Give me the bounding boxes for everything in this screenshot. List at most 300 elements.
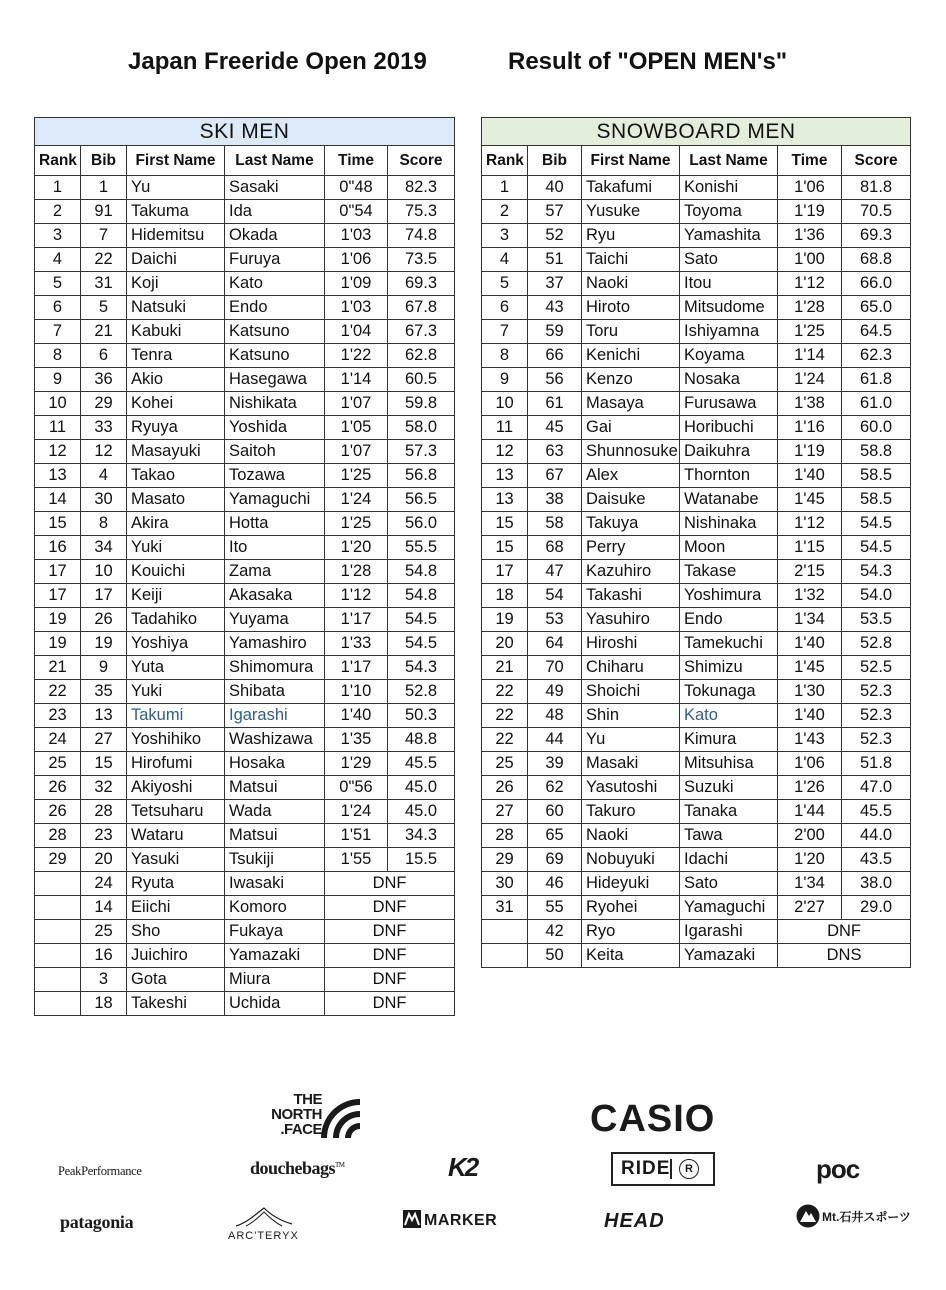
ski-time-cell: 1'04	[325, 320, 388, 344]
ski-rank-cell: 25	[35, 752, 81, 776]
ski-time-cell: 1'12	[325, 584, 388, 608]
table-row	[482, 416, 911, 440]
ski-last-name-cell: Matsui	[225, 824, 325, 848]
k2-logo: K2	[448, 1152, 478, 1182]
snowboard-time-cell: 1'43	[778, 728, 842, 752]
ski-time-cell: 1'22	[325, 344, 388, 368]
snowboard-last-name-cell: Tamekuchi	[680, 632, 778, 656]
ski-time-cell: 1'33	[325, 632, 388, 656]
ski-bib-cell: 18	[81, 992, 127, 1016]
snowboard-last-name-cell: Tokunaga	[680, 680, 778, 704]
ride-logo: RIDE R	[611, 1152, 715, 1186]
table-row-dnf	[35, 968, 455, 992]
ski-first-name-cell: Takao	[127, 464, 225, 488]
snowboard-rank-cell: 26	[482, 776, 528, 800]
ski-bib-cell: 4	[81, 464, 127, 488]
snowboard-bib-cell: 46	[528, 872, 582, 896]
ishii-mountain-icon	[796, 1204, 820, 1228]
snowboard-col-header: First Name	[582, 146, 680, 176]
snowboard-score-cell: 60.0	[842, 416, 911, 440]
snowboard-rank-cell: 12	[482, 440, 528, 464]
ski-last-name-cell: Sasaki	[225, 176, 325, 200]
table-row	[35, 536, 455, 560]
table-row	[35, 584, 455, 608]
patagonia-logo: patagonia	[60, 1212, 134, 1232]
snowboard-time-cell: 1'15	[778, 536, 842, 560]
snowboard-first-name-cell: Toru	[582, 320, 680, 344]
snowboard-score-cell: 58.8	[842, 440, 911, 464]
ski-rank-cell: 7	[35, 320, 81, 344]
ski-first-name-cell: Kohei	[127, 392, 225, 416]
ski-col-header: Score	[388, 146, 455, 176]
table-row	[35, 488, 455, 512]
table-row	[482, 896, 911, 920]
ski-bib-cell: 13	[81, 704, 127, 728]
ski-rank-cell	[35, 968, 81, 992]
ski-last-name-cell: Fukaya	[225, 920, 325, 944]
snowboard-score-cell: 29.0	[842, 896, 911, 920]
table-row	[35, 416, 455, 440]
ski-score-cell: 82.3	[388, 176, 455, 200]
snowboard-score-cell: 69.3	[842, 224, 911, 248]
snowboard-last-name-cell: Tawa	[680, 824, 778, 848]
snowboard-first-name-cell: Shoichi	[582, 680, 680, 704]
table-row	[35, 176, 455, 200]
snowboard-score-cell: 65.0	[842, 296, 911, 320]
table-row	[482, 728, 911, 752]
snowboard-time-cell: 1'16	[778, 416, 842, 440]
ski-bib-cell: 28	[81, 800, 127, 824]
snowboard-time-cell: 1'38	[778, 392, 842, 416]
snowboard-score-cell: 54.3	[842, 560, 911, 584]
snowboard-time-cell: 1'25	[778, 320, 842, 344]
ski-last-name-cell: Tsukiji	[225, 848, 325, 872]
ski-rank-cell: 4	[35, 248, 81, 272]
snowboard-last-name-cell: Mitsudome	[680, 296, 778, 320]
snowboard-first-name-cell: Kazuhiro	[582, 560, 680, 584]
ski-time-cell: 1'55	[325, 848, 388, 872]
table-row	[482, 608, 911, 632]
ski-score-cell: 56.0	[388, 512, 455, 536]
ski-rank-cell: 19	[35, 632, 81, 656]
ski-score-cell: 60.5	[388, 368, 455, 392]
snowboard-rank-cell: 25	[482, 752, 528, 776]
snowboard-rank-cell: 13	[482, 464, 528, 488]
snowboard-rank-cell: 17	[482, 560, 528, 584]
snowboard-time-cell: 1'06	[778, 176, 842, 200]
snowboard-rank-cell: 22	[482, 728, 528, 752]
snowboard-rank-cell: 13	[482, 488, 528, 512]
ski-first-name-cell: Masato	[127, 488, 225, 512]
snowboard-rank-cell: 10	[482, 392, 528, 416]
douchebags-logo: douchebags™	[250, 1158, 345, 1178]
snowboard-score-cell: 62.3	[842, 344, 911, 368]
snowboard-bib-cell: 53	[528, 608, 582, 632]
table-row	[35, 392, 455, 416]
ski-first-name-cell: Yu	[127, 176, 225, 200]
ski-bib-cell: 29	[81, 392, 127, 416]
snowboard-last-name-cell: Endo	[680, 608, 778, 632]
ski-first-name-cell: Yoshihiko	[127, 728, 225, 752]
ski-score-cell: 67.8	[388, 296, 455, 320]
snowboard-last-name-cell: Mitsuhisa	[680, 752, 778, 776]
ski-bib-cell: 6	[81, 344, 127, 368]
ski-first-name-cell: Tadahiko	[127, 608, 225, 632]
snowboard-last-name-cell: Ishiyamna	[680, 320, 778, 344]
ski-first-name-cell: Gota	[127, 968, 225, 992]
snowboard-first-name-cell: Shunnosuke	[582, 440, 680, 464]
ski-rank-cell: 6	[35, 296, 81, 320]
snowboard-body	[482, 176, 911, 968]
ski-score-cell: 57.3	[388, 440, 455, 464]
snowboard-first-name-cell: Takuya	[582, 512, 680, 536]
table-row	[482, 296, 911, 320]
table-row	[35, 224, 455, 248]
ski-rank-cell: 19	[35, 608, 81, 632]
ski-rank-cell: 5	[35, 272, 81, 296]
table-row	[482, 656, 911, 680]
ski-last-name-cell: Okada	[225, 224, 325, 248]
snowboard-rank-cell: 15	[482, 536, 528, 560]
snowboard-bib-cell: 43	[528, 296, 582, 320]
snowboard-bib-cell: 50	[528, 944, 582, 968]
ski-last-name-cell: Nishikata	[225, 392, 325, 416]
snowboard-first-name-cell: Shin	[582, 704, 680, 728]
snowboard-first-name-cell: Chiharu	[582, 656, 680, 680]
ski-bib-cell: 36	[81, 368, 127, 392]
casio-logo: CASIO	[590, 1098, 716, 1140]
ski-bib-cell: 23	[81, 824, 127, 848]
snowboard-first-name-cell: Kenzo	[582, 368, 680, 392]
ski-first-name-cell: Kouichi	[127, 560, 225, 584]
ski-bib-cell: 5	[81, 296, 127, 320]
table-row	[35, 296, 455, 320]
table-row	[35, 200, 455, 224]
ski-first-name-cell: Natsuki	[127, 296, 225, 320]
snowboard-first-name-cell: Keita	[582, 944, 680, 968]
table-row	[35, 776, 455, 800]
table-row	[482, 632, 911, 656]
snowboard-time-cell: 1'20	[778, 848, 842, 872]
snowboard-last-name-cell: Tanaka	[680, 800, 778, 824]
snowboard-rank-cell: 20	[482, 632, 528, 656]
ski-score-cell: 55.5	[388, 536, 455, 560]
ski-header-row	[35, 146, 455, 176]
table-row	[482, 848, 911, 872]
ski-first-name-cell: Takuma	[127, 200, 225, 224]
snowboard-first-name-cell: Masaki	[582, 752, 680, 776]
table-row	[482, 584, 911, 608]
snowboard-score-cell: 58.5	[842, 488, 911, 512]
snowboard-rank-cell	[482, 920, 528, 944]
snowboard-score-cell: 52.3	[842, 680, 911, 704]
ski-rank-cell	[35, 992, 81, 1016]
ski-rank-cell	[35, 920, 81, 944]
ski-status-cell: DNF	[325, 920, 455, 944]
table-row	[482, 488, 911, 512]
snowboard-last-name-cell: Furusawa	[680, 392, 778, 416]
snowboard-bib-cell: 39	[528, 752, 582, 776]
ski-time-cell: 1'03	[325, 224, 388, 248]
ski-bib-cell: 25	[81, 920, 127, 944]
page-title	[0, 48, 946, 82]
ski-rank-cell: 17	[35, 584, 81, 608]
ski-score-cell: 45.0	[388, 800, 455, 824]
table-row	[482, 872, 911, 896]
table-row	[35, 368, 455, 392]
snowboard-status-cell: DNS	[778, 944, 911, 968]
ski-time-cell: 1'17	[325, 608, 388, 632]
ski-score-cell: 15.5	[388, 848, 455, 872]
table-row	[35, 320, 455, 344]
ski-last-name-cell: Ito	[225, 536, 325, 560]
table-row	[35, 464, 455, 488]
ski-caption: SKI MEN	[35, 118, 455, 146]
snowboard-time-cell: 1'32	[778, 584, 842, 608]
table-row	[482, 440, 911, 464]
arcteryx-logo: ARC'TERYX	[228, 1204, 302, 1244]
peak-performance-logo: PeakPerformance	[58, 1164, 142, 1178]
snowboard-first-name-cell: Ryu	[582, 224, 680, 248]
snowboard-rank-cell: 15	[482, 512, 528, 536]
ski-score-cell: 67.3	[388, 320, 455, 344]
ishii-sports-logo: Mt.石井スポーツ	[796, 1204, 911, 1228]
snowboard-rank-cell: 19	[482, 608, 528, 632]
table-row	[482, 344, 911, 368]
ski-last-name-cell: Tozawa	[225, 464, 325, 488]
snowboard-time-cell: 1'19	[778, 200, 842, 224]
table-row	[482, 512, 911, 536]
table-row	[482, 680, 911, 704]
snowboard-rank-cell: 28	[482, 824, 528, 848]
ski-last-name-cell: Uchida	[225, 992, 325, 1016]
snowboard-last-name-cell: Toyoma	[680, 200, 778, 224]
snowboard-col-header: Score	[842, 146, 911, 176]
snowboard-time-cell: 1'44	[778, 800, 842, 824]
ski-bib-cell: 30	[81, 488, 127, 512]
ski-rank-cell: 16	[35, 536, 81, 560]
snowboard-first-name-cell: Hiroto	[582, 296, 680, 320]
ski-score-cell: 54.8	[388, 584, 455, 608]
snowboard-rank-cell	[482, 944, 528, 968]
ski-rank-cell: 23	[35, 704, 81, 728]
ski-time-cell: 0"48	[325, 176, 388, 200]
ski-first-name-cell: Yuki	[127, 680, 225, 704]
snowboard-time-cell: 1'30	[778, 680, 842, 704]
snowboard-score-cell: 61.0	[842, 392, 911, 416]
snowboard-score-cell: 45.5	[842, 800, 911, 824]
ski-score-cell: 74.8	[388, 224, 455, 248]
ski-last-name-cell: Akasaka	[225, 584, 325, 608]
snowboard-time-cell: 1'40	[778, 704, 842, 728]
ski-status-cell: DNF	[325, 968, 455, 992]
ski-time-cell: 1'28	[325, 560, 388, 584]
ski-status-cell: DNF	[325, 896, 455, 920]
ski-score-cell: 48.8	[388, 728, 455, 752]
ski-time-cell: 1'05	[325, 416, 388, 440]
table-row	[35, 272, 455, 296]
ski-last-name-cell: Miura	[225, 968, 325, 992]
ski-last-name-cell: Shimomura	[225, 656, 325, 680]
ski-score-cell: 69.3	[388, 272, 455, 296]
ski-time-cell: 1'07	[325, 440, 388, 464]
snowboard-bib-cell: 49	[528, 680, 582, 704]
table-row	[482, 224, 911, 248]
snowboard-time-cell: 1'34	[778, 608, 842, 632]
ski-bib-cell: 19	[81, 632, 127, 656]
ski-time-cell: 0"54	[325, 200, 388, 224]
ski-last-name-cell: Kato	[225, 272, 325, 296]
ski-rank-cell: 24	[35, 728, 81, 752]
ski-first-name-cell: Yuta	[127, 656, 225, 680]
snowboard-time-cell: 1'19	[778, 440, 842, 464]
ski-score-cell: 54.5	[388, 632, 455, 656]
table-row-dnf	[35, 944, 455, 968]
snowboard-last-name-cell: Yamazaki	[680, 944, 778, 968]
ski-last-name-cell: Wada	[225, 800, 325, 824]
ski-status-cell: DNF	[325, 944, 455, 968]
snowboard-score-cell: 52.3	[842, 704, 911, 728]
table-row-dnf	[482, 944, 911, 968]
snowboard-bib-cell: 55	[528, 896, 582, 920]
snowboard-time-cell: 1'26	[778, 776, 842, 800]
snowboard-bib-cell: 65	[528, 824, 582, 848]
snowboard-score-cell: 43.5	[842, 848, 911, 872]
snowboard-last-name-cell: Idachi	[680, 848, 778, 872]
ski-rank-cell: 22	[35, 680, 81, 704]
arcteryx-bird-icon	[234, 1204, 294, 1230]
table-row	[482, 176, 911, 200]
snowboard-rank-cell: 27	[482, 800, 528, 824]
snowboard-last-name-cell: Kimura	[680, 728, 778, 752]
ski-last-name-cell: Hotta	[225, 512, 325, 536]
ski-first-name-cell: Tetsuharu	[127, 800, 225, 824]
ski-time-cell: 1'03	[325, 296, 388, 320]
ski-rank-cell: 12	[35, 440, 81, 464]
ski-time-cell: 1'25	[325, 512, 388, 536]
table-row	[482, 200, 911, 224]
snowboard-score-cell: 38.0	[842, 872, 911, 896]
ski-time-cell: 1'51	[325, 824, 388, 848]
ski-bib-cell: 10	[81, 560, 127, 584]
ski-last-name-cell: Katsuno	[225, 320, 325, 344]
snowboard-bib-cell: 37	[528, 272, 582, 296]
ski-status-cell: DNF	[325, 872, 455, 896]
ski-col-header: Rank	[35, 146, 81, 176]
ski-body	[35, 176, 455, 1016]
table-row	[35, 248, 455, 272]
table-row	[35, 344, 455, 368]
snowboard-first-name-cell: Ryohei	[582, 896, 680, 920]
ski-time-cell: 1'06	[325, 248, 388, 272]
ski-score-cell: 62.8	[388, 344, 455, 368]
ski-rank-cell	[35, 944, 81, 968]
snowboard-time-cell: 1'12	[778, 272, 842, 296]
ski-first-name-cell: Hidemitsu	[127, 224, 225, 248]
ski-bib-cell: 24	[81, 872, 127, 896]
snowboard-bib-cell: 63	[528, 440, 582, 464]
ski-rank-cell: 1	[35, 176, 81, 200]
ski-bib-cell: 32	[81, 776, 127, 800]
snowboard-bib-cell: 70	[528, 656, 582, 680]
snowboard-first-name-cell: Hiroshi	[582, 632, 680, 656]
ski-bib-cell: 8	[81, 512, 127, 536]
ski-first-name-cell: Daichi	[127, 248, 225, 272]
snowboard-first-name-cell: Perry	[582, 536, 680, 560]
snowboard-bib-cell: 64	[528, 632, 582, 656]
snowboard-bib-cell: 68	[528, 536, 582, 560]
ski-last-name-cell: Furuya	[225, 248, 325, 272]
ski-rank-cell: 11	[35, 416, 81, 440]
snowboard-last-name-cell: Nishinaka	[680, 512, 778, 536]
ski-rank-cell: 28	[35, 824, 81, 848]
ski-first-name-cell: Yoshiya	[127, 632, 225, 656]
snowboard-rank-cell: 1	[482, 176, 528, 200]
snowboard-rank-cell: 9	[482, 368, 528, 392]
snowboard-last-name-cell: Suzuki	[680, 776, 778, 800]
ski-bib-cell: 12	[81, 440, 127, 464]
ski-bib-cell: 16	[81, 944, 127, 968]
snowboard-last-name-cell: Itou	[680, 272, 778, 296]
ski-rank-cell: 2	[35, 200, 81, 224]
snowboard-time-cell: 1'24	[778, 368, 842, 392]
ski-time-cell: 1'25	[325, 464, 388, 488]
snowboard-caption: SNOWBOARD MEN	[482, 118, 911, 146]
ski-col-header: Time	[325, 146, 388, 176]
snowboard-time-cell: 1'45	[778, 488, 842, 512]
snowboard-score-cell: 66.0	[842, 272, 911, 296]
snowboard-score-cell: 54.0	[842, 584, 911, 608]
the-north-face-logo: THE NORTH .FACE	[258, 1092, 360, 1140]
snowboard-bib-cell: 59	[528, 320, 582, 344]
ski-first-name-cell: Kabuki	[127, 320, 225, 344]
ski-first-name-cell: Akira	[127, 512, 225, 536]
table-row	[35, 824, 455, 848]
snowboard-rank-cell: 22	[482, 680, 528, 704]
snowboard-bib-cell: 42	[528, 920, 582, 944]
snowboard-bib-cell: 60	[528, 800, 582, 824]
ride-r-icon: R	[679, 1159, 699, 1179]
ski-bib-cell: 7	[81, 224, 127, 248]
snowboard-first-name-cell: Takashi	[582, 584, 680, 608]
ski-last-name-cell: Matsui	[225, 776, 325, 800]
ski-rank-cell: 29	[35, 848, 81, 872]
table-row	[35, 512, 455, 536]
ski-rank-cell: 26	[35, 800, 81, 824]
ski-last-name-cell: Washizawa	[225, 728, 325, 752]
ski-rank-cell: 17	[35, 560, 81, 584]
ski-time-cell: 1'10	[325, 680, 388, 704]
ski-time-cell: 1'24	[325, 488, 388, 512]
snowboard-first-name-cell: Naoki	[582, 824, 680, 848]
snowboard-bib-cell: 62	[528, 776, 582, 800]
snowboard-bib-cell: 56	[528, 368, 582, 392]
ski-score-cell: 54.8	[388, 560, 455, 584]
ski-bib-cell: 21	[81, 320, 127, 344]
snowboard-last-name-cell: Thornton	[680, 464, 778, 488]
ski-last-name-cell: Katsuno	[225, 344, 325, 368]
ski-bib-cell: 9	[81, 656, 127, 680]
ski-rank-cell: 15	[35, 512, 81, 536]
snowboard-time-cell: 1'14	[778, 344, 842, 368]
table-row	[482, 392, 911, 416]
ski-time-cell: 1'40	[325, 704, 388, 728]
snowboard-last-name-cell: Konishi	[680, 176, 778, 200]
snowboard-col-header: Time	[778, 146, 842, 176]
snowboard-score-cell: 53.5	[842, 608, 911, 632]
ski-first-name-cell: Koji	[127, 272, 225, 296]
ski-score-cell: 45.5	[388, 752, 455, 776]
